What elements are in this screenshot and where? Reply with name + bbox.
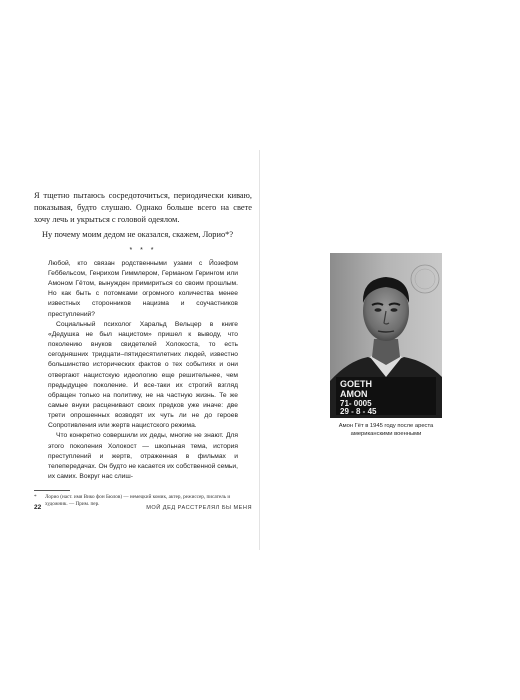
page-gutter	[259, 150, 260, 550]
body-paragraph: Я тщетно пытаюсь сосредоточиться, периодически киваю, показывая, будто слушаю. Однако больше всего на свете хочу лечь и укрыться с головой одеялом.	[34, 191, 252, 225]
running-head: МОЙ ДЕД РАССТРЕЛЯЛ БЫ МЕНЯ	[146, 505, 252, 511]
sans-text-block	[48, 259, 238, 482]
body-paragraph: Ну почему моим дедом не оказался, скажем, Лорио*?	[42, 229, 234, 239]
mugshot-illustration	[330, 253, 442, 418]
placard-line-3: 71- 0005	[340, 399, 372, 408]
sans-paragraph: Любой, кто связан родственными узами с Йозефом Геббельсом, Генрихом Гиммлером, Германом Герингом или Амоном Гётом, вынужден примириться со своим прошлым. Но как быть с потомками огромного количества менее известных сторонников нацизма и соучастников преступлений?	[48, 259, 238, 318]
footnote-text: Лорио (наст. имя Вико фон Бюлов) — немецкий комик, актер, режиссер, писатель и художник. — Прим. пер.	[45, 494, 231, 508]
footnote-mark: *	[34, 494, 37, 501]
sans-paragraph: Социальный психолог Харальд Вельцер в книге «Дедушка не был нацистом» пришел к выводу, что поколению внуков свидетелей Холокоста, то есть сегодняшних тридцати–пятидесятилетних людей, известно большинство исторических фактов о тех событиях и они отвергают нацистскую идеологию еще решительнее, чем предыдущее поколение. И все-таки их строгий взгляд обращен только на политику, не на частную жизнь. Те же самые внуки расценивают своих предков уже иначе: две трети опрошенных возводят их чуть ли не до героев Сопротивления или жертв нацистского режима.	[48, 320, 238, 430]
section-separator: * * *	[129, 246, 157, 254]
page-number: 22	[34, 504, 42, 511]
footnote-rule	[34, 490, 70, 491]
mugshot-photo	[330, 253, 442, 418]
page-footer	[34, 504, 252, 511]
placard-line-1: GOETH	[340, 379, 373, 389]
left-page	[34, 190, 252, 508]
photo-caption: Амон Гёт в 1945 году после ареста американскими военными	[338, 423, 434, 437]
sans-paragraph: Что конкретно совершили их деды, многие не знают. Для этого поколения Холокост — школьная тема, история преступлений и жертв, отраженная в фильмах и телепередачах. Он будто не касается их собственной семьи, их самих. Вокруг нас слиш-	[48, 432, 238, 481]
placard-line-2: AMON	[340, 389, 368, 399]
placard-line-4: 29 - 8 - 45	[340, 407, 377, 416]
